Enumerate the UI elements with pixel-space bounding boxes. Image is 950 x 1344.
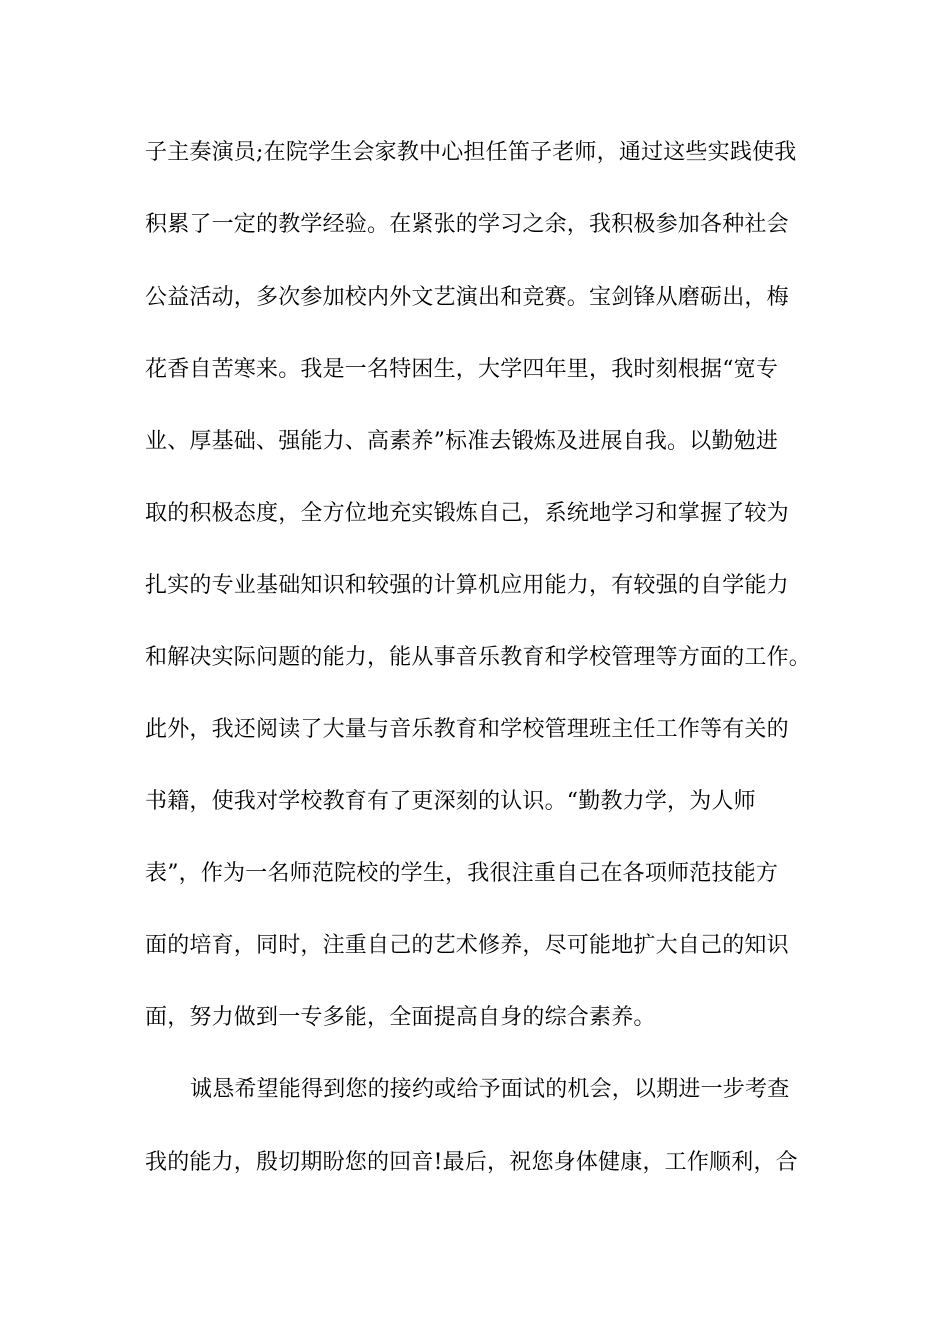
text-line: 和解决实际问题的能力，能从事音乐教育和学校管理等方面的工作。 <box>145 645 812 670</box>
text-line: 表”，作为一名师范院校的学生，我很注重自己在各项师范技能方 <box>145 861 779 886</box>
text-line: 积累了一定的教学经验。在紧张的学习之余，我积极参加各种社会 <box>145 212 789 237</box>
text-line: 取的积极态度，全方位地充实锻炼自己，系统地学习和掌握了较为 <box>145 501 789 526</box>
text-line: 扎实的专业基础知识和较强的计算机应用能力，有较强的自学能力 <box>145 573 789 598</box>
paragraph-first-line: 诚恳希望能得到您的接约或给予面试的机会，以期进一步考查 <box>190 1077 790 1102</box>
text-line: 书籍，使我对学校教育有了更深刻的认识。“勤教力学，为人师 <box>145 789 756 814</box>
text-line: 业、厚基础、强能力、高素养”标准去锻炼及进展自我。以勤勉进 <box>145 429 779 454</box>
text-line: 此外，我还阅读了大量与音乐教育和学校管理班主任工作等有关的 <box>145 717 789 742</box>
text-line: 公益活动，多次参加校内外文艺演出和竞赛。宝剑锋从磨砺出，梅 <box>145 285 789 310</box>
text-line: 子主奏演员;在院学生会家教中心担任笛子老师，通过这些实践使我 <box>145 140 797 165</box>
text-line: 我的能力，殷切期盼您的回音!最后，祝您身体健康，工作顺利，合 <box>145 1150 798 1175</box>
text-line: 花香自苦寒来。我是一名特困生，大学四年里，我时刻根据“宽专 <box>145 357 779 382</box>
text-line: 面，努力做到一专多能，全面提高自身的综合素养。 <box>145 1005 656 1030</box>
text-line: 面的培育，同时，注重自己的艺术修养，尽可能地扩大自己的知识 <box>145 933 789 958</box>
